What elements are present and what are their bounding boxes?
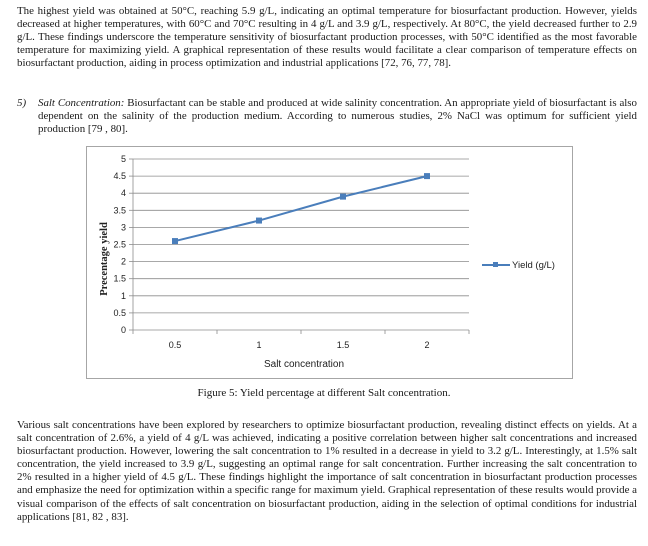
x-tick-labels	[169, 340, 430, 350]
intro-paragraph: The highest yield was obtained at 50°C, reaching 5.9 g/L, indicating an optimal temperature for biosurfactant production. However, yields decreased at higher temperatures, with 60°C and 70°C resulting in 4 g/L and 3.9 g/L, respectively. At 80°C, the yield decreased further to 2.9 g/L. These findings underscore the temperature sensitivity of biosurfactant production processes, with 50°C identified as the most favorable temperature for maximizing yield. A graphical representation of these results would facilitate a clear comparison of temperature effects on biosurfactant production, aiding in process optimization and industrial applications [72, 76, 77, 78].	[17, 5, 637, 70]
y-axis-label: Precentage yield	[99, 222, 110, 296]
y-tick-label: 3	[120, 222, 126, 233]
y-tick-label: 3.5	[113, 205, 126, 216]
legend-point-marker	[493, 262, 498, 267]
x-tick-label: 1.5	[336, 340, 350, 350]
data-point	[256, 218, 262, 224]
section-body	[38, 97, 637, 136]
x-tick-label: 0.5	[168, 340, 182, 350]
y-tick-label: 1	[120, 290, 126, 301]
y-tick-label: 0	[120, 325, 126, 335]
y-tick-label: 0.5	[113, 307, 126, 318]
chart-gridlines	[133, 159, 469, 330]
section-text: Biosurfactant can be stable and produced at wide salinity concentration. An appropriate yield of biosurfactant is also dependent on the salinity of the production medium. According to numerous studies, 2% NaCl was optimum for sufficient yield production [79 , 80].	[38, 97, 637, 136]
y-tick-labels	[113, 154, 126, 335]
data-point	[340, 194, 346, 200]
y-tick-label: 1.5	[113, 273, 126, 284]
y-tick-label: 2	[120, 256, 126, 267]
section-number: 5)	[17, 97, 27, 109]
y-tick-label: 4.5	[113, 171, 126, 182]
series-line	[175, 176, 427, 241]
chart-legend	[482, 260, 555, 271]
yield-chart	[86, 146, 573, 379]
legend-series-label: Yield (g/L)	[512, 260, 555, 271]
results-paragraph: Various salt concentrations have been explored by researchers to optimize biosurfactant production, revealing distinct effects on yields. At a salt concentration of 2.6%, a yield of 4 g/L was achieved, indicating a positive correlation between higher salt concentrations and increased biosurfactant production. However, lowering the salt concentration to 1% resulted in a decrease in yield to 3.2 g/L. Interestingly, at 1.5% salt concentration, the yield increased to 3.9 g/L, suggesting an optimal range for salt concentration. Further increasing the salt concentration to 2% resulted in a higher yield of 4.5 g/L. These findings highlight the importance of salt concentration in biosurfactant production processes and emphasize the need for optimization within a specific range for maximum yield. Graphical representation of these results would provide a visual comparison of the effects of salt concentration on biosurfactant production, aiding in the selection of optimal conditions for industrial applications [81, 82 , 83].	[17, 419, 637, 523]
section-heading: Salt Concentration:	[38, 97, 125, 109]
x-tick-label: 2	[424, 340, 430, 350]
x-tick-label: 1	[256, 340, 262, 350]
figure-caption: Figure 5: Yield percentage at different Salt concentration.	[197, 387, 451, 399]
chart-axes	[129, 159, 469, 334]
chart-series	[172, 173, 430, 244]
y-tick-label: 2.5	[113, 239, 126, 250]
data-point	[424, 173, 430, 179]
chart-canvas	[87, 147, 574, 380]
y-tick-label: 5	[120, 154, 126, 164]
y-tick-label: 4	[120, 188, 126, 199]
section-salt-concentration	[17, 97, 637, 136]
x-axis-label: Salt concentration	[263, 359, 345, 370]
data-point	[172, 238, 178, 244]
